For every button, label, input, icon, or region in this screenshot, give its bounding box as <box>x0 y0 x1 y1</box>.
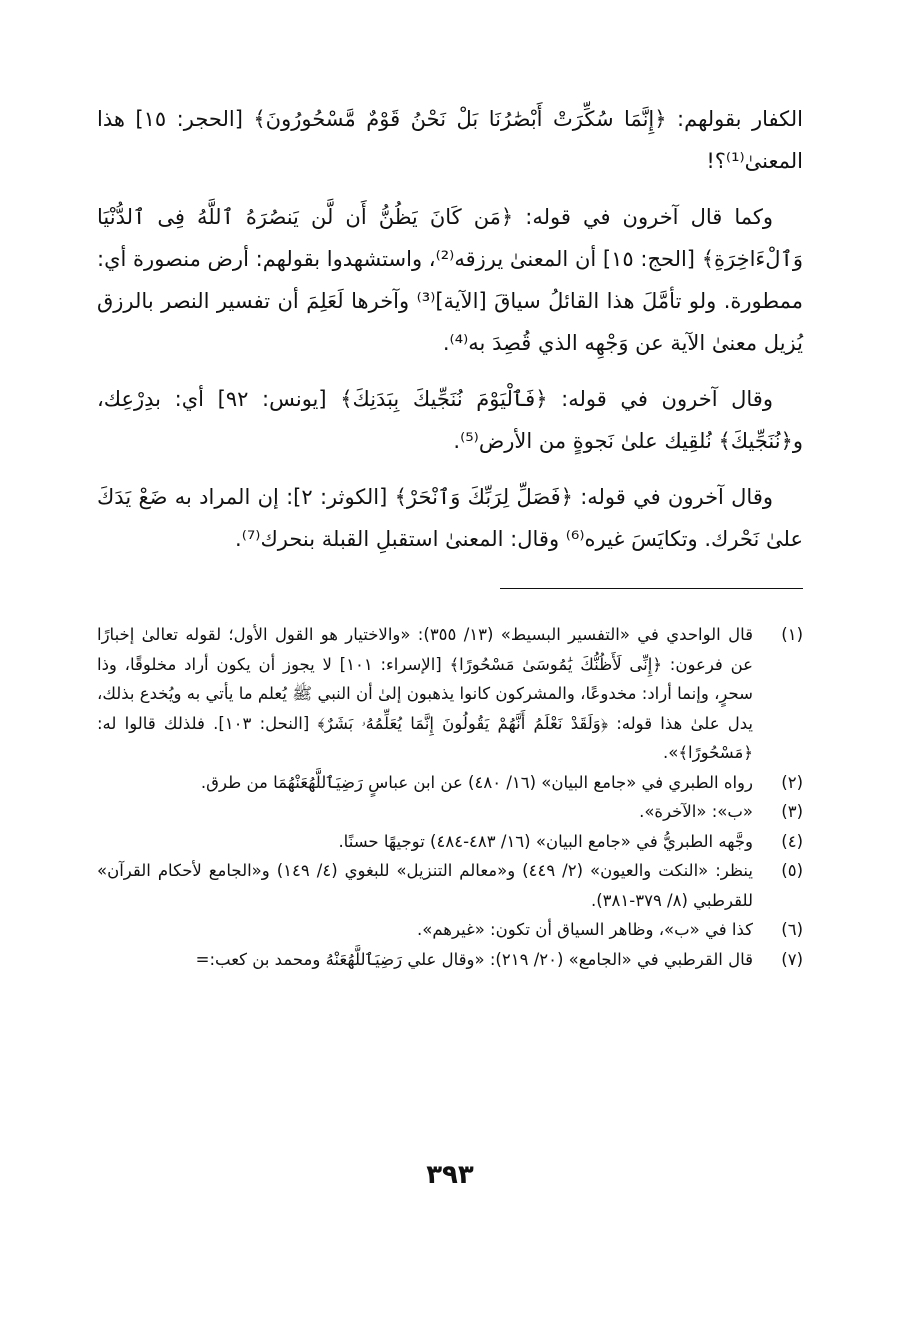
footnote <box>97 827 803 857</box>
paragraph: الكفار بقولهم: ﴿إِنَّمَا سُكِّرَتْ أَبْصَٰرُنَا بَلْ نَحْنُ قَوْمٌ مَّسْحُورُونَ﴾ [الحجر: ١٥] هذا المعنىٰ⁽¹⁾؟! <box>97 107 803 173</box>
paragraph: وكما قال آخرون في قوله: ﴿مَن كَانَ يَظُنُّ أَن لَّن يَنصُرَهُ ٱللَّهُ فِى ٱلدُّنْيَا وَٱلْءَاخِرَةِ﴾ [الحج: ١٥] أن المعنىٰ يرزقه⁽²⁾، واستشهدوا بقولهم: أرض منصورة أي: ممطورة. ولو تأمَّلَ هذا القائلُ سياقَ [الآية]⁽³⁾ وآخرها لَعَلِمَ أن تفسير النصر بالرزق يُزيل معنىٰ الآية عن وَجْهِه الذي قُصِدَ به⁽⁴⁾. <box>97 205 803 355</box>
footnote-number: (٦) <box>781 920 803 939</box>
footnote <box>97 620 803 768</box>
paragraph: وقال آخرون في قوله: ﴿فَٱلْيَوْمَ نُنَجِّيكَ بِبَدَنِكَ﴾ [يونس: ٩٢] أي: بدِرْعِك، و﴿نُنَجِّيكَ﴾ نُلقِيك علىٰ نَجوةٍ من الأرض⁽⁵⁾. <box>97 387 803 453</box>
footnote-text: رواه الطبري في «جامع البيان» (١٦/ ٤٨٠) عن ابن عباسٍ رَضِيَٱللَّهُعَنْهُمَا من طرق. <box>200 772 753 792</box>
footnote-number: (٤) <box>781 831 803 851</box>
footnote-text: كذا في «ب»، وظاهر السياق أن تكون: «غيرهم». <box>416 920 753 939</box>
footnote-number: (٢) <box>781 772 803 792</box>
footnote <box>97 945 803 975</box>
footnote <box>97 856 803 915</box>
footnotes <box>97 620 803 974</box>
footnote <box>97 768 803 798</box>
page-number: ٣٩٣ <box>426 1160 474 1190</box>
footnote-separator <box>500 588 803 589</box>
footnote-number: (٥) <box>781 861 803 880</box>
footnote-separator-wrap <box>97 588 803 598</box>
footnote-text: «ب»: «الآخرة». <box>639 802 753 821</box>
footnote-text: قال الواحدي في «التفسير البسيط» (١٣/ ٣٥٥): «والاختيار هو القول الأول؛ لقوله تعالىٰ إخبارًا عن فرعون: ﴿إِنِّى لَأَظُنُّكَ يَٰمُوسَىٰ مَسْحُورًا﴾ [الإسراء: ١٠١] لا يجوز أن يكون أراد مخلوقًا، وذا سحرٍ، وإنما أراد: مخدوعًا، والمشركون كانوا يذهبون إلىٰ أن النبي ﷺ يُعلم ما يأتي به ويُخدع بذلك، يدل علىٰ هذا قوله: ﴿وَلَقَدْ نَعْلَمُ أَنَّهُمْ يَقُولُونَ إِنَّمَا يُعَلِّمُهُۥ بَشَرٌ﴾ [النحل: ١٠٣]. فلذلك قالوا له: ﴿مَسْحُورًا﴾». <box>97 625 753 762</box>
footnote-text: وجَّهه الطبريُّ في «جامع البيان» (١٦/ ٤٨٣-٤٨٤) توجيهًا حسنًا. <box>338 831 753 851</box>
footnote-text: قال القرطبي في «الجامع» (٢٠/ ٢١٩): «وقال علي رَضِيَٱللَّهُعَنْهُ ومحمد بن كعب:= <box>195 949 753 969</box>
footnote-number: (١) <box>781 625 803 644</box>
footnote-number: (٧) <box>781 949 803 969</box>
paragraph: وقال آخرون في قوله: ﴿فَصَلِّ لِرَبِّكَ وَٱنْحَرْ﴾ [الكوثر: ٢]: إن المراد به ضَعْ يَدَكَ علىٰ نَحْرك. وتكايَسَ غيره⁽⁶⁾ وقال: المعنىٰ استقبلِ القبلة بنحرك⁽⁷⁾. <box>97 485 803 551</box>
main-text <box>97 98 803 560</box>
footnote-number: (٣) <box>781 802 803 821</box>
footnote <box>97 915 803 945</box>
footnote <box>97 797 803 827</box>
footnote-text: ينظر: «النكت والعيون» (٢/ ٤٤٩) و«معالم التنزيل» للبغوي (٤/ ١٤٩) و«الجامع لأحكام القرآن» للقرطبي (٨/ ٣٧٩-٣٨١). <box>97 861 754 910</box>
